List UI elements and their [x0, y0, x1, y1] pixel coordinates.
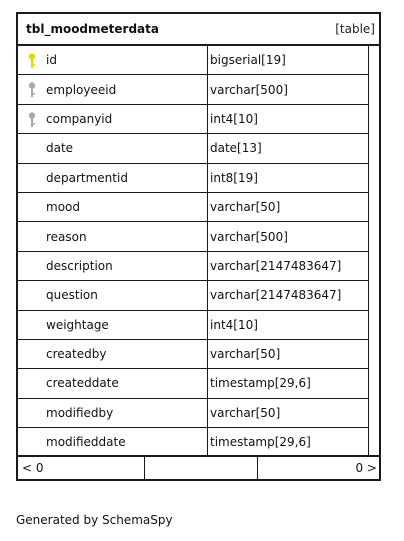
column-row[interactable]	[18, 281, 379, 310]
column-name	[18, 399, 208, 428]
column-type: varchar[2147483647]	[208, 281, 368, 310]
column-name	[18, 252, 208, 281]
column-row[interactable]	[18, 105, 379, 134]
column-row[interactable]	[18, 399, 379, 428]
column-name-text: description	[46, 258, 113, 273]
column-name-text: id	[46, 53, 57, 68]
column-name	[18, 164, 208, 193]
table-kind: [table]	[335, 22, 375, 36]
scroll-track[interactable]	[145, 457, 258, 479]
column-name-text: reason	[46, 229, 87, 244]
column-name-text: companyid	[46, 111, 113, 126]
column-row[interactable]	[18, 428, 379, 457]
foreign-key-icon	[28, 112, 36, 128]
column-name-text: employeeid	[46, 82, 117, 97]
column-row[interactable]	[18, 134, 379, 163]
column-name	[18, 311, 208, 340]
column-name	[18, 281, 208, 310]
scroll-right-label[interactable]: 0 >	[355, 461, 377, 475]
column-type: varchar[50]	[208, 193, 368, 222]
primary-key-icon	[28, 53, 36, 69]
column-type: varchar[50]	[208, 399, 368, 428]
column-list	[18, 46, 379, 457]
column-name	[18, 75, 208, 104]
column-name	[18, 105, 208, 134]
column-type: int4[10]	[208, 105, 368, 134]
column-name-text: modifiedby	[46, 405, 114, 420]
column-type: int4[10]	[208, 311, 368, 340]
column-row[interactable]	[18, 222, 379, 251]
column-name-text: mood	[46, 200, 80, 215]
column-name-text: modifieddate	[46, 435, 126, 450]
column-type: timestamp[29,6]	[208, 369, 368, 398]
column-type: varchar[2147483647]	[208, 252, 368, 281]
column-name-text: departmentid	[46, 170, 128, 185]
column-row[interactable]	[18, 311, 379, 340]
column-name	[18, 340, 208, 369]
column-type: bigserial[19]	[208, 46, 368, 75]
column-row[interactable]	[18, 252, 379, 281]
scroll-left-label[interactable]: < 0	[18, 457, 145, 479]
vertical-scrollbar[interactable]	[368, 46, 379, 455]
column-row[interactable]	[18, 340, 379, 369]
column-name-text: weightage	[46, 317, 109, 332]
column-name-text: date	[46, 141, 74, 156]
column-name	[18, 46, 208, 75]
column-name	[18, 428, 208, 457]
column-name-text: question	[46, 288, 98, 303]
table-entity[interactable]	[16, 12, 381, 481]
column-row[interactable]	[18, 46, 379, 75]
horizontal-scrollbar[interactable]	[18, 455, 379, 479]
column-name	[18, 193, 208, 222]
column-name	[18, 222, 208, 251]
column-row[interactable]	[18, 164, 379, 193]
column-type: varchar[50]	[208, 340, 368, 369]
column-row[interactable]	[18, 193, 379, 222]
column-name	[18, 369, 208, 398]
column-row[interactable]	[18, 369, 379, 398]
column-name-text: createddate	[46, 376, 119, 391]
column-type: int8[19]	[208, 164, 368, 193]
generated-by-footer: Generated by SchemaSpy	[16, 513, 173, 527]
column-name-text: createdby	[46, 347, 107, 362]
column-type: date[13]	[208, 134, 368, 163]
column-type: timestamp[29,6]	[208, 428, 368, 457]
table-header	[18, 14, 379, 46]
foreign-key-icon	[28, 82, 36, 98]
column-type: varchar[500]	[208, 75, 368, 104]
column-row[interactable]	[18, 75, 379, 104]
column-name	[18, 134, 208, 163]
column-type: varchar[500]	[208, 222, 368, 251]
table-name: tbl_moodmeterdata	[26, 22, 159, 36]
